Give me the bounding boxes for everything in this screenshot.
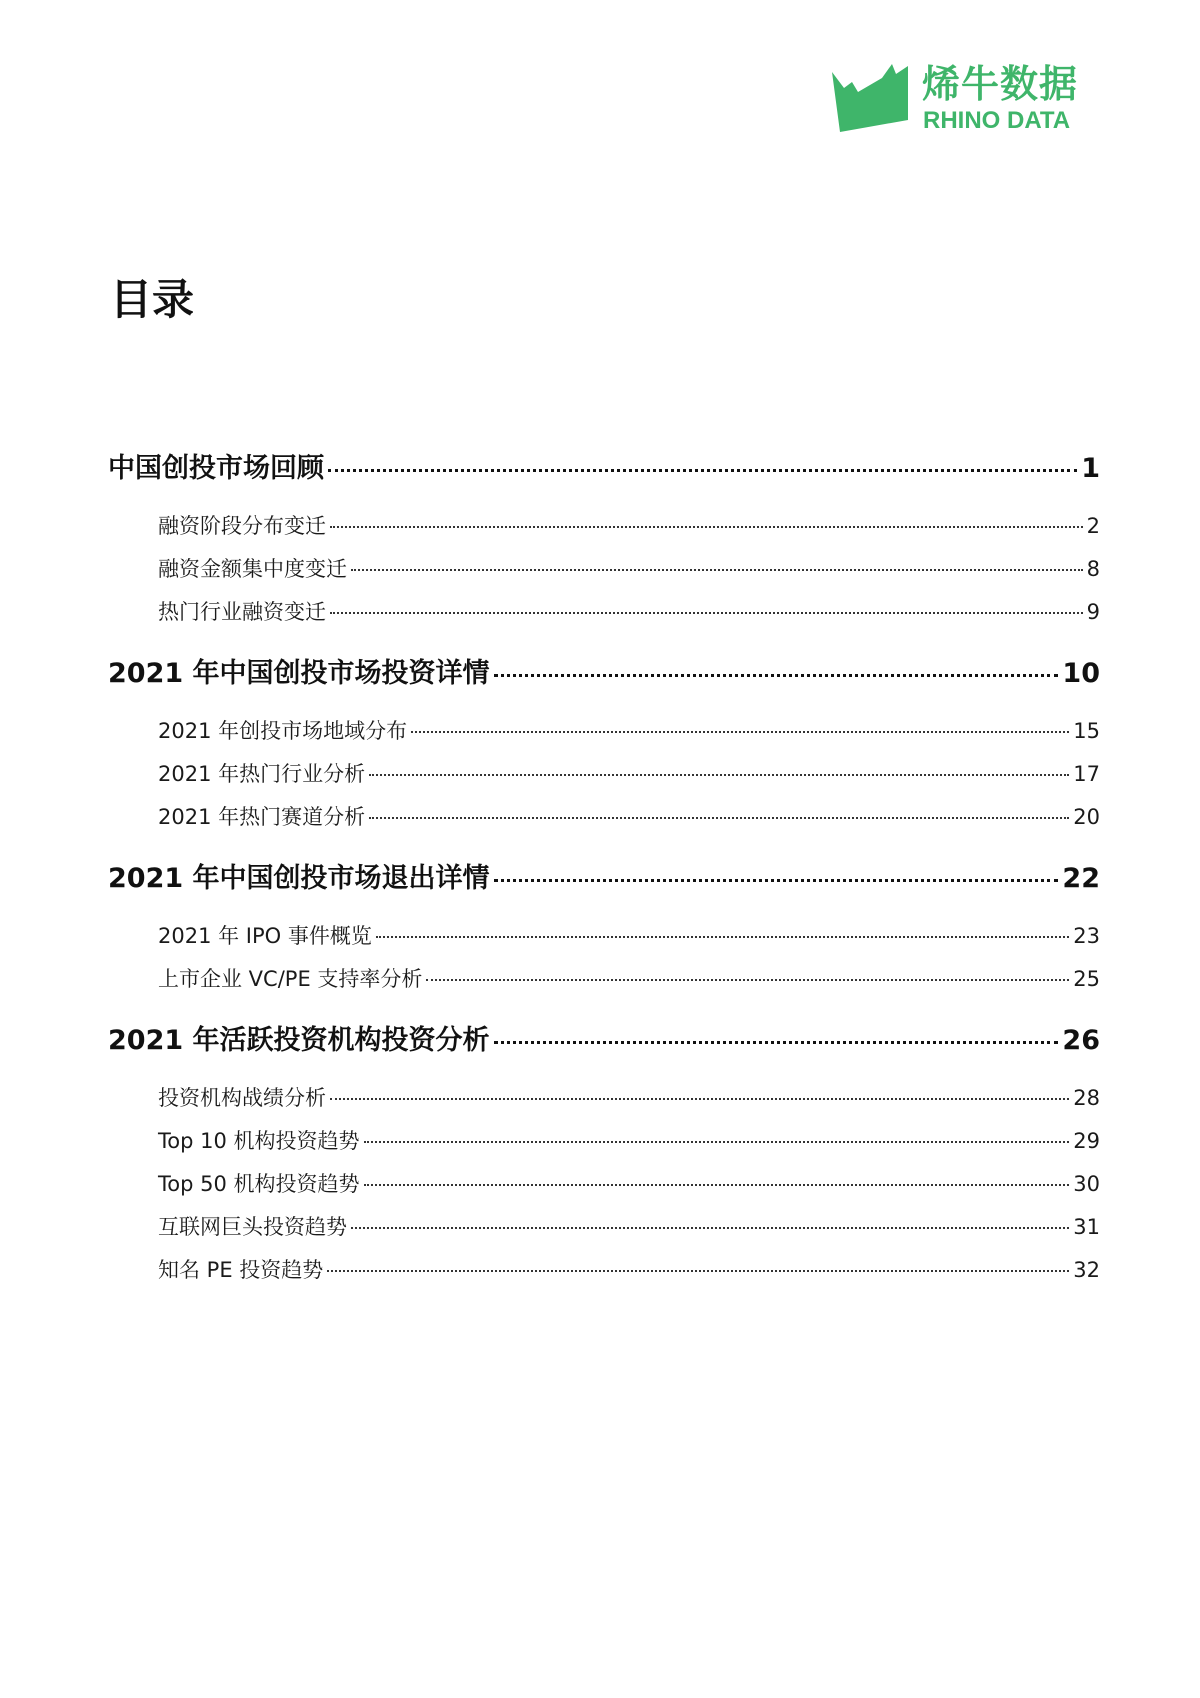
brand-logo xyxy=(830,62,1090,140)
dot-leader xyxy=(494,879,1059,882)
toc-item-title: 融资阶段分布变迁 xyxy=(158,514,326,538)
toc-item[interactable] xyxy=(108,796,1100,839)
toc-page-number: 9 xyxy=(1086,600,1100,624)
toc-item[interactable] xyxy=(108,753,1100,796)
toc-item-title: Top 10 机构投资趋势 xyxy=(158,1129,360,1153)
toc-item-title: 上市企业 VC/PE 支持率分析 xyxy=(158,967,423,991)
toc-page-number: 1 xyxy=(1081,453,1100,484)
toc-item[interactable] xyxy=(108,505,1100,548)
toc-item[interactable] xyxy=(108,958,1100,1001)
toc-section-2[interactable] xyxy=(108,652,1100,696)
toc-section-title: 2021 年活跃投资机构投资分析 xyxy=(108,1025,490,1056)
dot-leader xyxy=(369,774,1069,776)
toc-section-title: 2021 年中国创投市场投资详情 xyxy=(108,658,490,689)
toc-item-title: Top 50 机构投资趋势 xyxy=(158,1172,360,1196)
dot-leader xyxy=(364,1141,1070,1143)
toc-page-number: 28 xyxy=(1073,1086,1100,1110)
toc-item-title: 互联网巨头投资趋势 xyxy=(158,1215,347,1239)
toc-section-title: 中国创投市场回顾 xyxy=(108,453,324,484)
toc-page-number: 2 xyxy=(1086,514,1100,538)
toc-item[interactable] xyxy=(108,915,1100,958)
dot-leader xyxy=(351,1227,1069,1229)
dot-leader xyxy=(369,817,1069,819)
toc-page-number: 17 xyxy=(1073,762,1100,786)
rhino-logo-icon xyxy=(830,62,920,138)
dot-leader xyxy=(330,1098,1069,1100)
toc-page-number: 29 xyxy=(1073,1129,1100,1153)
toc-item-title: 知名 PE 投资趋势 xyxy=(158,1258,324,1282)
toc-page-number: 8 xyxy=(1086,557,1100,581)
page-title: 目录 xyxy=(110,275,195,324)
dot-leader xyxy=(411,731,1069,733)
toc-page-number: 22 xyxy=(1062,863,1100,894)
brand-name-en: RHINO DATA xyxy=(923,107,1071,134)
toc-section-3[interactable] xyxy=(108,857,1100,901)
toc-item[interactable] xyxy=(108,1249,1100,1292)
toc-item[interactable] xyxy=(108,1206,1100,1249)
dot-leader xyxy=(376,936,1069,938)
toc-page-number: 15 xyxy=(1073,719,1100,743)
dot-leader xyxy=(494,1041,1059,1044)
toc-page-number: 23 xyxy=(1073,924,1100,948)
toc-section-1[interactable] xyxy=(108,447,1100,491)
toc-page-number: 32 xyxy=(1073,1258,1100,1282)
toc-item[interactable] xyxy=(108,1163,1100,1206)
toc-page-number: 31 xyxy=(1073,1215,1100,1239)
toc-item-title: 热门行业融资变迁 xyxy=(158,600,326,624)
dot-leader xyxy=(327,1270,1069,1272)
toc-section-title: 2021 年中国创投市场退出详情 xyxy=(108,863,490,894)
toc-item-title: 2021 年创投市场地域分布 xyxy=(158,719,408,743)
dot-leader xyxy=(351,569,1083,571)
dot-leader xyxy=(328,469,1077,472)
toc-item-title: 融资金额集中度变迁 xyxy=(158,557,347,581)
toc-item-title: 2021 年热门赛道分析 xyxy=(158,805,366,829)
toc-item-title: 2021 年热门行业分析 xyxy=(158,762,366,786)
dot-leader xyxy=(330,526,1083,528)
toc-item[interactable] xyxy=(108,1120,1100,1163)
table-of-contents xyxy=(108,447,1100,1292)
dot-leader xyxy=(330,612,1083,614)
toc-page-number: 10 xyxy=(1062,658,1100,689)
toc-page-number: 30 xyxy=(1073,1172,1100,1196)
toc-item[interactable] xyxy=(108,591,1100,634)
toc-item-title: 投资机构战绩分析 xyxy=(158,1086,326,1110)
dot-leader xyxy=(364,1184,1070,1186)
toc-item-title: 2021 年 IPO 事件概览 xyxy=(158,924,372,948)
brand-name-cn: 烯牛数据 xyxy=(922,62,1079,106)
toc-item[interactable] xyxy=(108,548,1100,591)
dot-leader xyxy=(426,979,1069,981)
toc-item[interactable] xyxy=(108,710,1100,753)
dot-leader xyxy=(494,674,1059,677)
toc-item[interactable] xyxy=(108,1077,1100,1120)
toc-section-4[interactable] xyxy=(108,1019,1100,1063)
toc-page-number: 25 xyxy=(1073,967,1100,991)
toc-page-number: 26 xyxy=(1062,1025,1100,1056)
toc-page-number: 20 xyxy=(1073,805,1100,829)
